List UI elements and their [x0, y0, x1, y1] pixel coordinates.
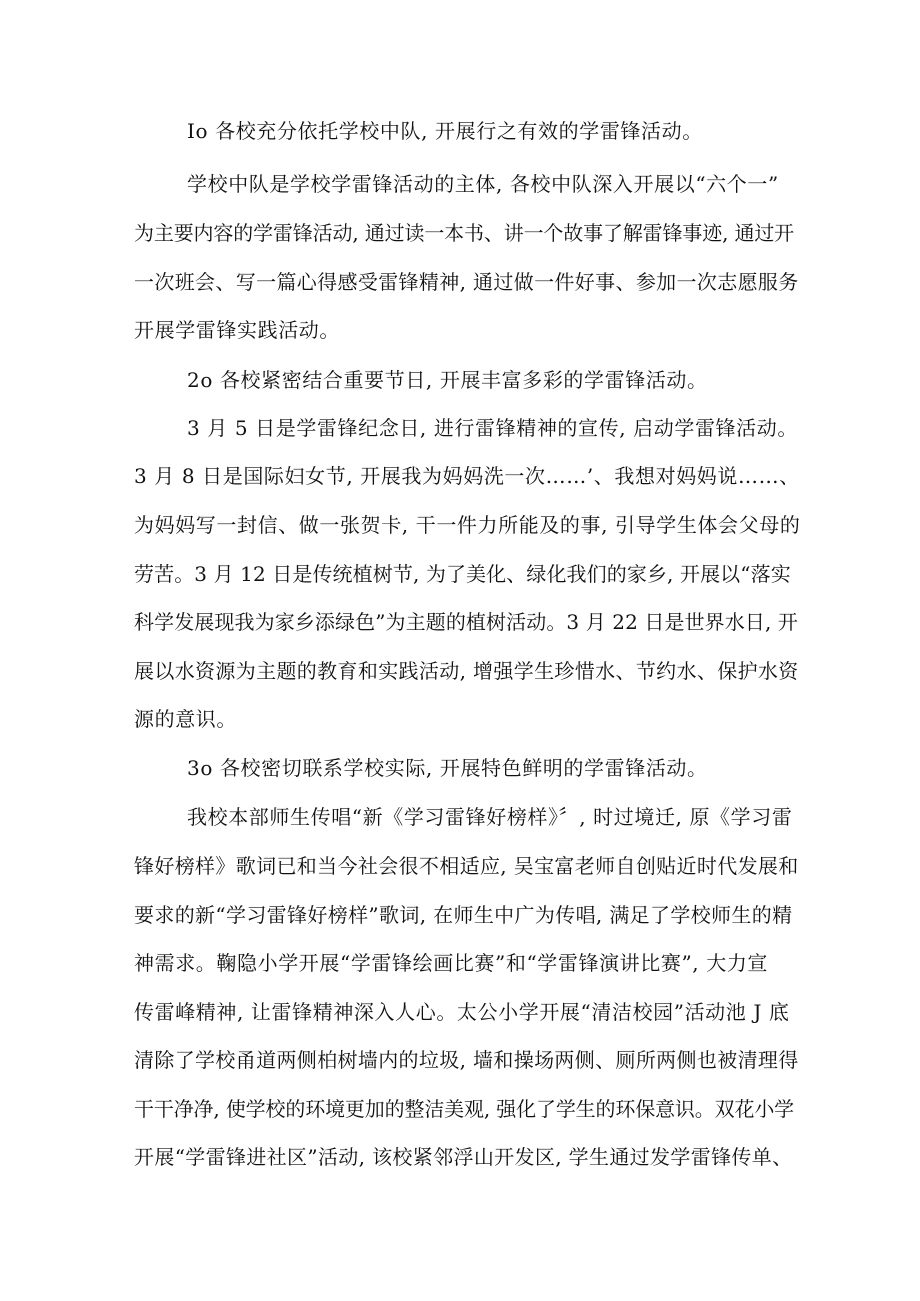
paragraph-1-line-4: 开展学雷锋实践活动。 [134, 318, 340, 342]
paragraph-heading-3: 3o 各校密切联系学校实际, 开展特色鲜明的学雷锋活动。 [187, 756, 708, 780]
paragraph-3-line-6: 清除了学校甬道两侧柏树墙内的垃圾, 墙和操场两侧、厕所两侧也被清理得 [134, 1048, 799, 1072]
paragraph-heading-1: Io 各校充分依托学校中队, 开展行之有效的学雷锋活动。 [187, 119, 703, 143]
paragraph-heading-2: 2o 各校紧密结合重要节日, 开展丰富多彩的学雷锋活动。 [187, 368, 708, 392]
paragraph-3-line-3: 要求的新“学习雷锋好榜样”歌词, 在师生中广为传唱, 满足了学校师生的精 [134, 903, 793, 927]
paragraph-2-line-7: 源的意识。 [134, 707, 237, 731]
paragraph-2-line-3: 为妈妈写一封信、做一张贺卡, 干一件力所能及的事, 引导学生体会父母的 [134, 513, 801, 537]
paragraph-2-line-5: 科学发展现我为家乡添绿色”为主题的植树活动。3 月 22 日是世界水日, 开 [134, 610, 798, 634]
paragraph-1-line-2: 为主要内容的学雷锋活动, 通过读一本书、讲一个故事了解雷锋事迹, 通过开 [134, 221, 795, 245]
paragraph-3-line-8: 开展“学雷锋进社区”活动, 该校紧邻浮山开发区, 学生通过发学雷锋传单、 [134, 1145, 793, 1169]
paragraph-2-line-1: 3 月 5 日是学雷锋纪念日, 进行雷锋精神的宣传, 启动学雷锋活动。 [187, 416, 798, 440]
paragraph-1-line-1: 学校中队是学校学雷锋活动的主体, 各校中队深入开展以“六个一” [187, 172, 779, 196]
paragraph-3-line-7: 干干净净, 使学校的环境更加的整洁美观, 强化了学生的环保意识。双花小学 [134, 1097, 795, 1121]
paragraph-2-line-4: 劳苦。3 月 12 日是传统植树节, 为了美化、绿化我们的家乡, 开展以“落实 [134, 562, 791, 586]
paragraph-3-line-4: 神需求。鞠隐小学开展“学雷锋绘画比赛”和“学雷锋演讲比赛”, 大力宣 [134, 951, 769, 975]
paragraph-3-line-5: 传雷峰精神, 让雷锋精神深入人心。太公小学开展“清洁校园”活动池 J 底 [134, 1000, 790, 1024]
paragraph-2-line-2: 3 月 8 日是国际妇女节, 开展我为妈妈洗一次……’、我想对妈妈说……、 [134, 464, 800, 488]
paragraph-3-line-2: 锋好榜样》歌词已和当今社会很不相适应, 吴宝富老师自创贴近时代发展和 [134, 854, 799, 878]
paragraph-1-line-3: 一次班会、写一篇心得感受雷锋精神, 通过做一件好事、参加一次志愿服务 [134, 270, 799, 294]
paragraph-2-line-6: 展以水资源为主题的教育和实践活动, 增强学生珍惜水、节约水、保护水资 [134, 659, 799, 683]
paragraph-3-line-1: 我校本部师生传唱“新《学习雷锋好榜样》〞, 时过境迁, 原《学习雷 [187, 805, 793, 829]
